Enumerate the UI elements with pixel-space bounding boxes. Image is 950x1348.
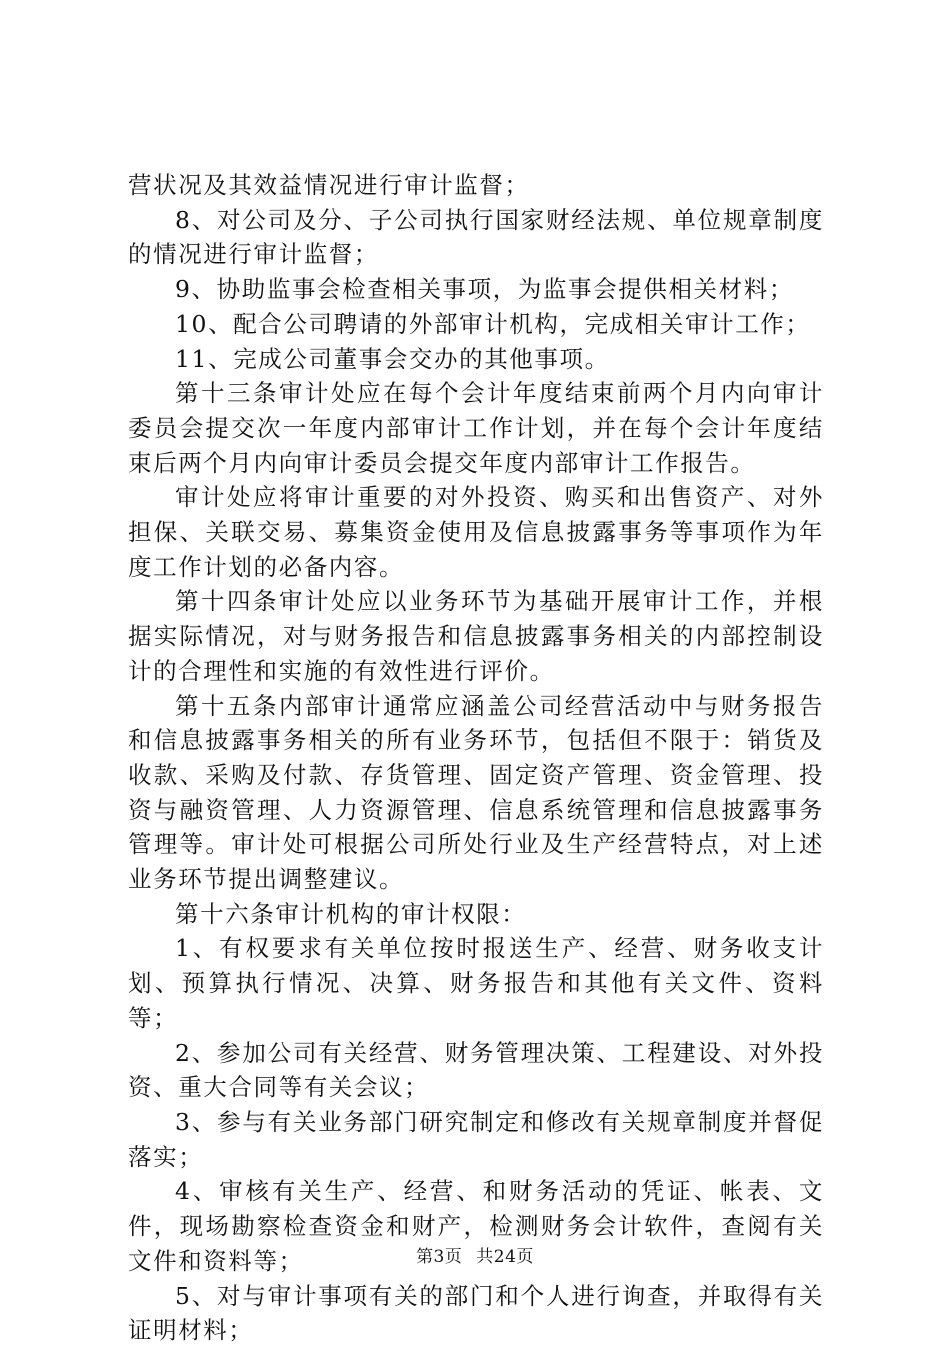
paragraph: 营状况及其效益情况进行审计监督； [128,171,530,199]
paragraph: 1、有权要求有关单位按时报送生产、经营、财务收支计划、预算执行情况、决算、财务报告和其他有关文件、资料等； [128,934,824,1032]
paragraph: 11、完成公司董事会交办的其他事项。 [175,344,610,373]
total-pages: 共24页 [476,1247,534,1267]
paragraph: 5、对与审计事项有关的部门和个人进行询查，并取得有关证明材料； [128,1281,824,1345]
paragraph: 审计处应将审计重要的对外投资、购买和出售资产、对外担保、关联交易、募集资金使用及信息披露事务等事项作为年度工作计划的必备内容。 [128,483,824,581]
page-number: 第3页 [416,1247,463,1267]
paragraph: 第十六条审计机构的审计权限： [175,899,527,928]
page-footer [0,1242,950,1267]
paragraph: 第十三条审计处应在每个会计年度结束前两个月内向审计委员会提交次一年度内部审计工作计划，并在每个会计年度结束后两个月内向审计委员会提交年度内部审计工作报告。 [128,379,824,477]
paragraph: 10、配合公司聘请的外部审计机构，完成相关审计工作； [175,309,811,338]
paragraph: 9、协助监事会检查相关事项，为监事会提供相关材料； [175,275,794,304]
paragraph: 4、审核有关生产、经营、和财务活动的凭证、帐表、文件，现场勘察检查资金和财产，检测财务会计软件，查阅有关文件和资料等； [128,1177,824,1275]
paragraph: 2、参加公司有关经营、财务管理决策、工程建设、对外投资、重大合同等有关会议； [128,1038,824,1102]
paragraph: 第十五条内部审计通常应涵盖公司经营活动中与财务报告和信息披露事务相关的所有业务环节，包括但不限于：销货及收款、采购及付款、存货管理、固定资产管理、资金管理、投资与融资管理、人力资源管理、信息系统管理和信息披露事务管理等。审计处可根据公司所处行业及生产经营特点，对上述业务环节提出调整建议。 [128,691,824,894]
document-body [128,168,824,1348]
paragraph: 第十四条审计处应以业务环节为基础开展审计工作，并根据实际情况，对与财务报告和信息披露事务相关的内部控制设计的合理性和实施的有效性进行评价。 [128,587,824,685]
paragraph: 8、对公司及分、子公司执行国家财经法规、单位规章制度的情况进行审计监督； [128,205,824,269]
paragraph: 3、参与有关业务部门研究制定和修改有关规章制度并督促落实； [128,1107,824,1171]
